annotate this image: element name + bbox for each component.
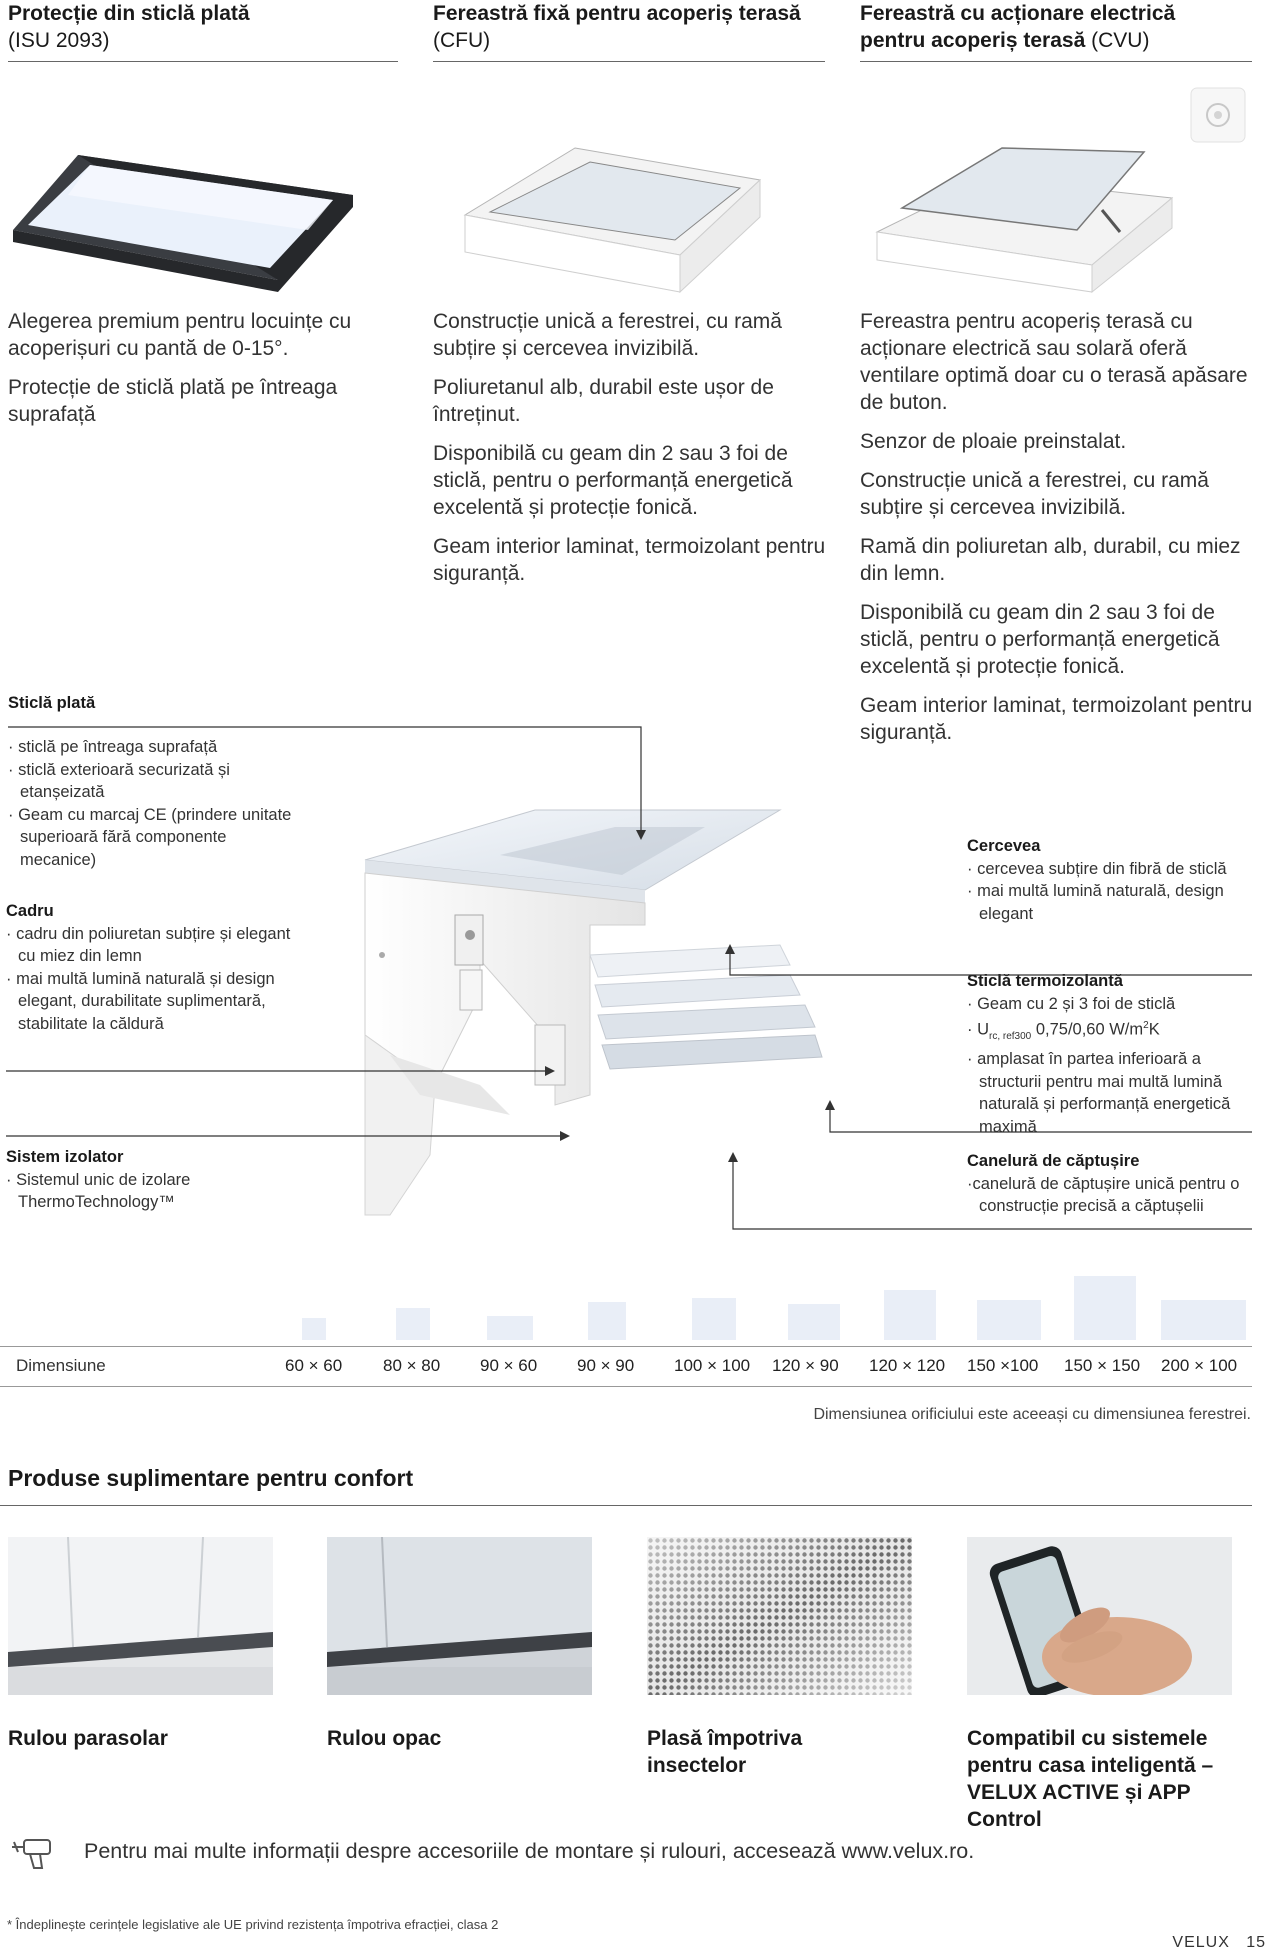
divider xyxy=(860,61,1252,62)
dimension-label: Dimensiune xyxy=(16,1356,106,1375)
table-rule-top xyxy=(0,1346,1252,1347)
size-label: 150 ×100 xyxy=(967,1356,1039,1375)
desc-paragraph: Poliuretanul alb, durabil este ușor de întreținut. xyxy=(433,376,774,426)
callout-item: · Geam cu 2 și 3 foi de sticlă xyxy=(967,994,1176,1013)
size-label: 120 × 120 xyxy=(869,1356,946,1375)
desc-paragraph: Geam interior laminat, termoizolant pentru siguranță. xyxy=(860,694,1253,744)
u-subscript: rc, ref300 xyxy=(989,1030,1032,1042)
footnote: * Îndeplinește cerințele legislative ale UE privind rezistența împotriva efracției, clasa 2 xyxy=(7,1917,499,1932)
column-title xyxy=(433,0,823,54)
accessory-label: Plasă împotriva insectelor xyxy=(647,1727,803,1777)
desc-paragraph: Senzor de ploaie preinstalat. xyxy=(860,430,1127,453)
size-square xyxy=(1161,1300,1246,1340)
callout-title: Canelură de căptușire xyxy=(967,1152,1140,1170)
isu-description xyxy=(8,308,383,440)
accessory-label: Rulou parasolar xyxy=(8,1727,168,1750)
column-cvu xyxy=(860,0,1240,54)
info-text: Pentru mai multe informații despre accesoriile de montare și rulouri, accesează www.velux.ro. xyxy=(84,1839,975,1863)
callout-item: · cadru din poliuretan subțire și elegant cu miez din lemn xyxy=(6,924,291,965)
desc-paragraph: Construcție unică a ferestrei, cu ramă subțire și cercevea invizibilă. xyxy=(433,310,782,360)
u-unit: K xyxy=(1148,1020,1160,1039)
column-cfu xyxy=(433,0,823,54)
callout-sticla-plata xyxy=(8,692,308,715)
callout-canelura xyxy=(967,1150,1267,1218)
callout-sistem-izolator xyxy=(6,1146,296,1214)
desc-paragraph: Protecție de sticlă plată pe întreaga suprafață xyxy=(8,376,338,426)
sensor-icon xyxy=(1190,87,1246,143)
cvu-description xyxy=(860,308,1255,758)
size-square xyxy=(884,1290,936,1340)
size-square xyxy=(788,1304,840,1340)
callout-item: · sticlă pe întreaga suprafață xyxy=(8,738,218,756)
drill-icon xyxy=(10,1832,58,1872)
divider xyxy=(433,61,825,62)
callout-title: Cercevea xyxy=(967,837,1041,855)
divider xyxy=(0,1505,1252,1506)
callout-item: · amplasat în partea inferioară a structurii pentru mai multă lumină naturală și performanță energetică maximă xyxy=(967,1050,1231,1136)
dimension-note: Dimensiunea orificiului este aceeași cu dimensiunea ferestrei. xyxy=(813,1406,1251,1423)
size-square xyxy=(692,1298,736,1340)
title-code: (CFU) xyxy=(433,29,491,52)
u-superscript: 2 xyxy=(1143,1020,1149,1031)
size-label: 90 × 90 xyxy=(577,1356,635,1375)
size-square xyxy=(1074,1276,1136,1340)
callout-item: · sticlă exterioară securizată și etanșeizată xyxy=(8,760,230,801)
callout-item: · cercevea subțire din fibră de sticlă xyxy=(967,859,1227,878)
callout-item: · mai multă lumină naturală și design elegant, durabilitate suplimentară, stabilitate la căldură xyxy=(6,969,275,1033)
size-square xyxy=(487,1316,533,1340)
callout-title: Sticlă plată xyxy=(8,694,96,712)
section-title: Produse suplimentare pentru confort xyxy=(8,1465,414,1491)
cfu-product-image xyxy=(460,140,770,295)
size-label: 200 × 100 xyxy=(1161,1356,1238,1375)
callout-item: ·canelură de căptușire unică pentru o construcție precisă a căptușelii xyxy=(967,1174,1240,1215)
callout-title: Cadru xyxy=(6,902,54,920)
callout-cercevea xyxy=(967,835,1257,925)
brand-footer xyxy=(1172,1934,1266,1952)
brand-name: VELUX xyxy=(1172,1934,1230,1951)
callout-item: · Geam cu marcaj CE (prindere unitate superioară fără componente mecanice) xyxy=(8,805,292,869)
size-label: 100 × 100 xyxy=(674,1356,751,1375)
column-isu xyxy=(8,0,398,54)
size-label: 150 × 150 xyxy=(1064,1356,1141,1375)
opaque-blind-image xyxy=(327,1537,592,1695)
title-text: Fereastră fixă pentru acoperiș terasă xyxy=(433,2,801,25)
cvu-product-image xyxy=(872,140,1192,295)
cross-section-image xyxy=(360,795,830,1265)
desc-paragraph: Disponibilă cu geam din 2 sau 3 foi de sticlă, pentru o performanță energetică excelentă și protecție fonică. xyxy=(860,601,1220,678)
column-title xyxy=(8,0,398,54)
desc-paragraph: Disponibilă cu geam din 2 sau 3 foi de sticlă, pentru o performanță energetică excelentă și protecție fonică. xyxy=(433,442,793,519)
callout-item-u-value xyxy=(967,1015,1262,1048)
accessory-label: Compatibil cu sistemele pentru casa inteligentă – VELUX ACTIVE și APP Control xyxy=(967,1727,1214,1831)
desc-paragraph: Alegerea premium pentru locuințe cu acoperișuri cu pantă de 0-15°. xyxy=(8,310,352,360)
title-code: (CVU) xyxy=(1091,29,1150,52)
size-square xyxy=(977,1300,1041,1340)
callout-item: · Sistemul unic de izolare ThermoTechnology™ xyxy=(6,1170,191,1211)
divider xyxy=(8,61,398,62)
callout-title: Sistem izolator xyxy=(6,1148,124,1166)
column-title xyxy=(860,0,1240,54)
desc-paragraph: Fereastra pentru acoperiș terasă cu acționare electrică sau solară oferă ventilare optimă doar cu o terasă apăsare de buton. xyxy=(860,310,1248,414)
smart-home-phone-image xyxy=(967,1537,1232,1695)
size-label: 60 × 60 xyxy=(285,1356,343,1375)
size-label: 80 × 80 xyxy=(383,1356,441,1375)
u-value: 0,75/0,60 W/m xyxy=(1031,1020,1144,1039)
title-code: (ISU 2093) xyxy=(8,29,110,52)
callout-sticla-termoizolanta xyxy=(967,970,1262,1138)
table-rule-bottom xyxy=(0,1386,1252,1387)
size-square xyxy=(302,1318,326,1340)
title-text: Protecție din sticlă plată xyxy=(8,2,250,25)
size-square xyxy=(588,1302,626,1340)
page-number: 15 xyxy=(1246,1934,1266,1951)
isu-product-image xyxy=(8,135,368,295)
size-label: 120 × 90 xyxy=(772,1356,839,1375)
cfu-description xyxy=(433,308,828,599)
size-label: 90 × 60 xyxy=(480,1356,538,1375)
blackout-blind-image xyxy=(8,1537,273,1695)
callout-sticla-plata-items xyxy=(8,736,298,871)
desc-paragraph: Geam interior laminat, termoizolant pentru siguranță. xyxy=(433,535,826,585)
callout-item: · mai multă lumină naturală, design elegant xyxy=(967,882,1224,923)
accessory-label: Rulou opac xyxy=(327,1727,442,1750)
callout-cadru xyxy=(6,900,296,1035)
callout-title: Sticlă termoizolantă xyxy=(967,972,1123,990)
desc-paragraph: Ramă din poliuretan alb, durabil, cu miez din lemn. xyxy=(860,535,1241,585)
desc-paragraph: Construcție unică a ferestrei, cu ramă subțire și cercevea invizibilă. xyxy=(860,469,1209,519)
size-square xyxy=(396,1308,430,1340)
u-prefix: · U xyxy=(967,1020,989,1039)
title-text: Fereastră cu acționare electrică pentru acoperiș terasă xyxy=(860,2,1176,52)
insect-screen-image xyxy=(647,1537,912,1695)
